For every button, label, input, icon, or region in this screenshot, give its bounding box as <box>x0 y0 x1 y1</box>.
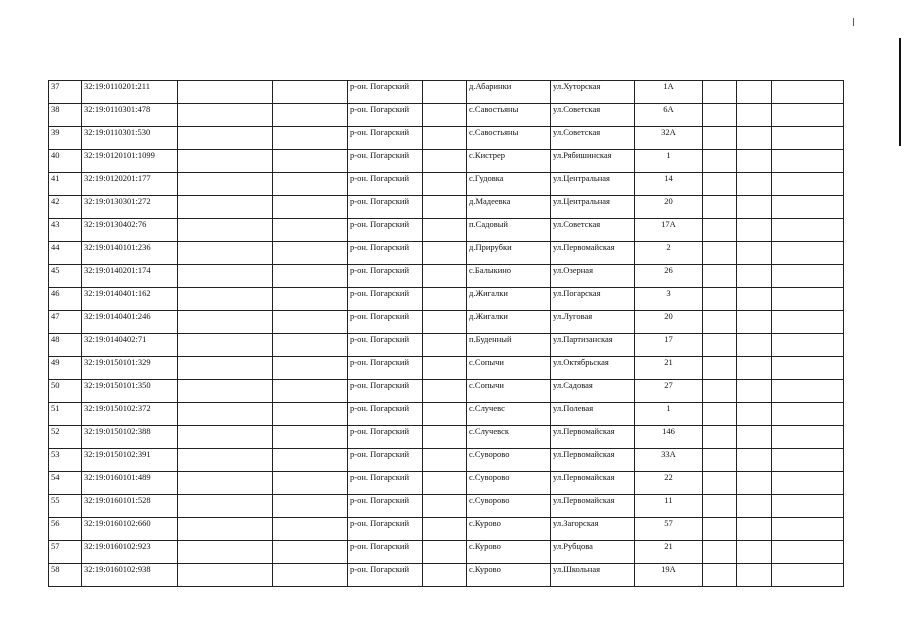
empty-cell <box>772 196 844 219</box>
street-cell: ул.Рубцова <box>551 541 635 564</box>
table-row <box>49 564 844 587</box>
empty-cell <box>703 564 737 587</box>
table-row <box>49 357 844 380</box>
empty-cell <box>772 449 844 472</box>
settlement-cell: с.Савостьяны <box>467 127 551 150</box>
table-row <box>49 173 844 196</box>
cadastral-number-cell: 32:19:0160101:489 <box>82 472 178 495</box>
empty-cell <box>737 472 772 495</box>
empty-cell <box>273 541 348 564</box>
house-number-cell: 14 <box>635 173 703 196</box>
row-number-cell: 48 <box>49 334 82 357</box>
street-cell: ул.Школьная <box>551 564 635 587</box>
house-number-cell: 6А <box>635 104 703 127</box>
empty-cell <box>703 242 737 265</box>
district-cell: р-он. Погарский <box>348 380 423 403</box>
row-number-cell: 54 <box>49 472 82 495</box>
cadastral-number-cell: 32:19:0150102:388 <box>82 426 178 449</box>
house-number-cell: 17 <box>635 334 703 357</box>
empty-cell <box>423 288 467 311</box>
cadastral-number-cell: 32:19:0110201:211 <box>82 81 178 104</box>
house-number-cell: 33А <box>635 449 703 472</box>
empty-cell <box>772 495 844 518</box>
street-cell: ул.Погарская <box>551 288 635 311</box>
empty-cell <box>178 150 273 173</box>
empty-cell <box>703 380 737 403</box>
house-number-cell: 22 <box>635 472 703 495</box>
empty-cell <box>703 127 737 150</box>
empty-cell <box>273 196 348 219</box>
district-cell: р-он. Погарский <box>348 357 423 380</box>
empty-cell <box>423 564 467 587</box>
row-number-cell: 50 <box>49 380 82 403</box>
row-number-cell: 58 <box>49 564 82 587</box>
street-cell: ул.Центральная <box>551 196 635 219</box>
empty-cell <box>772 265 844 288</box>
district-cell: р-он. Погарский <box>348 311 423 334</box>
empty-cell <box>737 495 772 518</box>
empty-cell <box>178 81 273 104</box>
empty-cell <box>737 518 772 541</box>
house-number-cell: 57 <box>635 518 703 541</box>
district-cell: р-он. Погарский <box>348 403 423 426</box>
empty-cell <box>772 288 844 311</box>
empty-cell <box>772 564 844 587</box>
empty-cell <box>273 173 348 196</box>
house-number-cell: 20 <box>635 196 703 219</box>
cadastral-number-cell: 32:19:0160102:923 <box>82 541 178 564</box>
table-row <box>49 219 844 242</box>
district-cell: р-он. Погарский <box>348 288 423 311</box>
row-number-cell: 39 <box>49 127 82 150</box>
empty-cell <box>737 219 772 242</box>
street-cell: ул.Луговая <box>551 311 635 334</box>
empty-cell <box>273 426 348 449</box>
empty-cell <box>423 472 467 495</box>
cadastral-number-cell: 32:19:0150101:329 <box>82 357 178 380</box>
settlement-cell: п.Садовый <box>467 219 551 242</box>
empty-cell <box>178 357 273 380</box>
empty-cell <box>737 173 772 196</box>
district-cell: р-он. Погарский <box>348 219 423 242</box>
empty-cell <box>772 403 844 426</box>
empty-cell <box>703 449 737 472</box>
cadastral-number-cell: 32:19:0150101:350 <box>82 380 178 403</box>
row-number-cell: 55 <box>49 495 82 518</box>
empty-cell <box>273 564 348 587</box>
settlement-cell: с.Курово <box>467 541 551 564</box>
empty-cell <box>273 104 348 127</box>
empty-cell <box>737 564 772 587</box>
empty-cell <box>423 403 467 426</box>
empty-cell <box>737 449 772 472</box>
house-number-cell: 3 <box>635 288 703 311</box>
empty-cell <box>423 242 467 265</box>
empty-cell <box>772 242 844 265</box>
district-cell: р-он. Погарский <box>348 173 423 196</box>
table-row <box>49 403 844 426</box>
empty-cell <box>423 311 467 334</box>
empty-cell <box>737 196 772 219</box>
street-cell: ул.Садовая <box>551 380 635 403</box>
cadastral-number-cell: 32:19:0160102:660 <box>82 518 178 541</box>
empty-cell <box>423 334 467 357</box>
table-row <box>49 242 844 265</box>
empty-cell <box>423 265 467 288</box>
empty-cell <box>703 150 737 173</box>
empty-cell <box>423 150 467 173</box>
cadastral-number-cell: 32:19:0110301:478 <box>82 104 178 127</box>
district-cell: р-он. Погарский <box>348 265 423 288</box>
table-row <box>49 518 844 541</box>
cadastral-number-cell: 32:19:0140201:174 <box>82 265 178 288</box>
street-cell: ул.Первомайская <box>551 449 635 472</box>
row-number-cell: 37 <box>49 81 82 104</box>
table-row <box>49 426 844 449</box>
empty-cell <box>703 104 737 127</box>
district-cell: р-он. Погарский <box>348 449 423 472</box>
empty-cell <box>737 380 772 403</box>
row-number-cell: 40 <box>49 150 82 173</box>
empty-cell <box>772 81 844 104</box>
empty-cell <box>273 288 348 311</box>
street-cell: ул.Советская <box>551 219 635 242</box>
empty-cell <box>423 380 467 403</box>
cadastral-number-cell: 32:19:0160102:938 <box>82 564 178 587</box>
empty-cell <box>178 219 273 242</box>
empty-cell <box>703 541 737 564</box>
house-number-cell: 1А <box>635 81 703 104</box>
row-number-cell: 53 <box>49 449 82 472</box>
empty-cell <box>423 173 467 196</box>
district-cell: р-он. Погарский <box>348 518 423 541</box>
house-number-cell: 11 <box>635 495 703 518</box>
table-body <box>49 81 844 587</box>
row-number-cell: 45 <box>49 265 82 288</box>
settlement-cell: с.Случевск <box>467 426 551 449</box>
table-row <box>49 311 844 334</box>
empty-cell <box>178 265 273 288</box>
settlement-cell: д.Жигалки <box>467 311 551 334</box>
empty-cell <box>273 81 348 104</box>
scan-edge-mark <box>899 38 901 146</box>
table-row <box>49 81 844 104</box>
empty-cell <box>178 311 273 334</box>
empty-cell <box>772 380 844 403</box>
empty-cell <box>737 104 772 127</box>
empty-cell <box>423 196 467 219</box>
empty-cell <box>772 150 844 173</box>
empty-cell <box>737 357 772 380</box>
empty-cell <box>737 288 772 311</box>
empty-cell <box>772 518 844 541</box>
cadastral-number-cell: 32:19:0120101:1099 <box>82 150 178 173</box>
empty-cell <box>273 265 348 288</box>
cadastral-number-cell: 32:19:0130402:76 <box>82 219 178 242</box>
settlement-cell: с.Курово <box>467 564 551 587</box>
district-cell: р-он. Погарский <box>348 426 423 449</box>
cadastral-number-cell: 32:19:0160101:528 <box>82 495 178 518</box>
house-number-cell: 20 <box>635 311 703 334</box>
street-cell: ул.Центральная <box>551 173 635 196</box>
empty-cell <box>737 127 772 150</box>
table-row <box>49 334 844 357</box>
cadastral-number-cell: 32:19:0150102:391 <box>82 449 178 472</box>
empty-cell <box>178 449 273 472</box>
empty-cell <box>273 449 348 472</box>
empty-cell <box>772 541 844 564</box>
row-number-cell: 51 <box>49 403 82 426</box>
district-cell: р-он. Погарский <box>348 127 423 150</box>
empty-cell <box>178 334 273 357</box>
street-cell: ул.Партизанская <box>551 334 635 357</box>
empty-cell <box>423 449 467 472</box>
row-number-cell: 57 <box>49 541 82 564</box>
row-number-cell: 44 <box>49 242 82 265</box>
house-number-cell: 27 <box>635 380 703 403</box>
table-row <box>49 196 844 219</box>
empty-cell <box>703 288 737 311</box>
row-number-cell: 41 <box>49 173 82 196</box>
district-cell: р-он. Погарский <box>348 242 423 265</box>
house-number-cell: 21 <box>635 541 703 564</box>
empty-cell <box>273 518 348 541</box>
district-cell: р-он. Погарский <box>348 196 423 219</box>
empty-cell <box>703 219 737 242</box>
empty-cell <box>772 357 844 380</box>
empty-cell <box>178 472 273 495</box>
empty-cell <box>703 311 737 334</box>
empty-cell <box>178 380 273 403</box>
empty-cell <box>273 242 348 265</box>
empty-cell <box>423 357 467 380</box>
district-cell: р-он. Погарский <box>348 495 423 518</box>
empty-cell <box>273 127 348 150</box>
settlement-cell: с.Суворово <box>467 472 551 495</box>
empty-cell <box>178 564 273 587</box>
house-number-cell: 32А <box>635 127 703 150</box>
empty-cell <box>423 495 467 518</box>
empty-cell <box>703 334 737 357</box>
empty-cell <box>178 541 273 564</box>
street-cell: ул.Советская <box>551 127 635 150</box>
settlement-cell: д.Прирубки <box>467 242 551 265</box>
empty-cell <box>273 403 348 426</box>
district-cell: р-он. Погарский <box>348 541 423 564</box>
table-row <box>49 449 844 472</box>
settlement-cell: п.Буденный <box>467 334 551 357</box>
empty-cell <box>273 150 348 173</box>
empty-cell <box>737 265 772 288</box>
empty-cell <box>737 403 772 426</box>
house-number-cell: 146 <box>635 426 703 449</box>
settlement-cell: с.Суворово <box>467 449 551 472</box>
empty-cell <box>703 265 737 288</box>
empty-cell <box>772 426 844 449</box>
empty-cell <box>703 173 737 196</box>
empty-cell <box>772 472 844 495</box>
district-cell: р-он. Погарский <box>348 564 423 587</box>
table-row <box>49 288 844 311</box>
empty-cell <box>178 518 273 541</box>
house-number-cell: 17А <box>635 219 703 242</box>
table-row <box>49 472 844 495</box>
cadastral-number-cell: 32:19:0140401:162 <box>82 288 178 311</box>
row-number-cell: 42 <box>49 196 82 219</box>
property-registry-table <box>48 80 844 587</box>
cadastral-number-cell: 32:19:0140401:246 <box>82 311 178 334</box>
settlement-cell: с.Сопычи <box>467 357 551 380</box>
empty-cell <box>423 219 467 242</box>
empty-cell <box>737 150 772 173</box>
settlement-cell: с.Савостьяны <box>467 104 551 127</box>
empty-cell <box>273 219 348 242</box>
empty-cell <box>178 127 273 150</box>
empty-cell <box>737 311 772 334</box>
empty-cell <box>737 334 772 357</box>
empty-cell <box>178 403 273 426</box>
row-number-cell: 49 <box>49 357 82 380</box>
street-cell: ул.Октябрьская <box>551 357 635 380</box>
street-cell: ул.Полевая <box>551 403 635 426</box>
empty-cell <box>178 288 273 311</box>
table-row <box>49 541 844 564</box>
empty-cell <box>178 196 273 219</box>
empty-cell <box>703 196 737 219</box>
empty-cell <box>423 541 467 564</box>
empty-cell <box>737 81 772 104</box>
empty-cell <box>273 311 348 334</box>
empty-cell <box>423 127 467 150</box>
empty-cell <box>178 495 273 518</box>
row-number-cell: 52 <box>49 426 82 449</box>
settlement-cell: с.Сопычи <box>467 380 551 403</box>
settlement-cell: д.Абаринки <box>467 81 551 104</box>
empty-cell <box>178 173 273 196</box>
empty-cell <box>772 104 844 127</box>
house-number-cell: 26 <box>635 265 703 288</box>
table-row <box>49 380 844 403</box>
house-number-cell: 2 <box>635 242 703 265</box>
table-row <box>49 127 844 150</box>
settlement-cell: с.Курово <box>467 518 551 541</box>
settlement-cell: д.Жигалки <box>467 288 551 311</box>
empty-cell <box>703 403 737 426</box>
settlement-cell: с.Кистрер <box>467 150 551 173</box>
scan-mark <box>853 18 854 26</box>
table-row <box>49 265 844 288</box>
empty-cell <box>703 518 737 541</box>
empty-cell <box>737 242 772 265</box>
empty-cell <box>772 219 844 242</box>
street-cell: ул.Первомайская <box>551 242 635 265</box>
table-row <box>49 150 844 173</box>
empty-cell <box>178 426 273 449</box>
cadastral-number-cell: 32:19:0140101:236 <box>82 242 178 265</box>
cadastral-number-cell: 32:19:0130301:272 <box>82 196 178 219</box>
empty-cell <box>423 426 467 449</box>
row-number-cell: 56 <box>49 518 82 541</box>
district-cell: р-он. Погарский <box>348 81 423 104</box>
street-cell: ул.Советская <box>551 104 635 127</box>
empty-cell <box>772 334 844 357</box>
street-cell: ул.Первомайская <box>551 426 635 449</box>
district-cell: р-он. Погарский <box>348 334 423 357</box>
empty-cell <box>273 380 348 403</box>
empty-cell <box>273 495 348 518</box>
cadastral-number-cell: 32:19:0120201:177 <box>82 173 178 196</box>
street-cell: ул.Озерная <box>551 265 635 288</box>
street-cell: ул.Хуторская <box>551 81 635 104</box>
empty-cell <box>703 472 737 495</box>
empty-cell <box>423 518 467 541</box>
district-cell: р-он. Погарский <box>348 472 423 495</box>
empty-cell <box>703 81 737 104</box>
street-cell: ул.Первомайская <box>551 495 635 518</box>
empty-cell <box>423 104 467 127</box>
empty-cell <box>423 81 467 104</box>
settlement-cell: с.Гудовка <box>467 173 551 196</box>
empty-cell <box>703 357 737 380</box>
street-cell: ул.Загорская <box>551 518 635 541</box>
empty-cell <box>178 104 273 127</box>
row-number-cell: 43 <box>49 219 82 242</box>
house-number-cell: 21 <box>635 357 703 380</box>
settlement-cell: с.Балыкино <box>467 265 551 288</box>
table-row <box>49 104 844 127</box>
empty-cell <box>772 311 844 334</box>
street-cell: ул.Первомайская <box>551 472 635 495</box>
empty-cell <box>178 242 273 265</box>
empty-cell <box>703 495 737 518</box>
cadastral-number-cell: 32:19:0150102:372 <box>82 403 178 426</box>
empty-cell <box>273 472 348 495</box>
settlement-cell: с.Суворово <box>467 495 551 518</box>
empty-cell <box>737 426 772 449</box>
row-number-cell: 46 <box>49 288 82 311</box>
empty-cell <box>772 173 844 196</box>
empty-cell <box>737 541 772 564</box>
row-number-cell: 47 <box>49 311 82 334</box>
cadastral-number-cell: 32:19:0140402:71 <box>82 334 178 357</box>
empty-cell <box>772 127 844 150</box>
settlement-cell: с.Случевс <box>467 403 551 426</box>
settlement-cell: д.Мадеевка <box>467 196 551 219</box>
empty-cell <box>703 426 737 449</box>
house-number-cell: 1 <box>635 403 703 426</box>
street-cell: ул.Рябишинская <box>551 150 635 173</box>
house-number-cell: 1 <box>635 150 703 173</box>
empty-cell <box>273 334 348 357</box>
row-number-cell: 38 <box>49 104 82 127</box>
district-cell: р-он. Погарский <box>348 150 423 173</box>
cadastral-number-cell: 32:19:0110301:530 <box>82 127 178 150</box>
district-cell: р-он. Погарский <box>348 104 423 127</box>
house-number-cell: 19А <box>635 564 703 587</box>
table-row <box>49 495 844 518</box>
empty-cell <box>273 357 348 380</box>
